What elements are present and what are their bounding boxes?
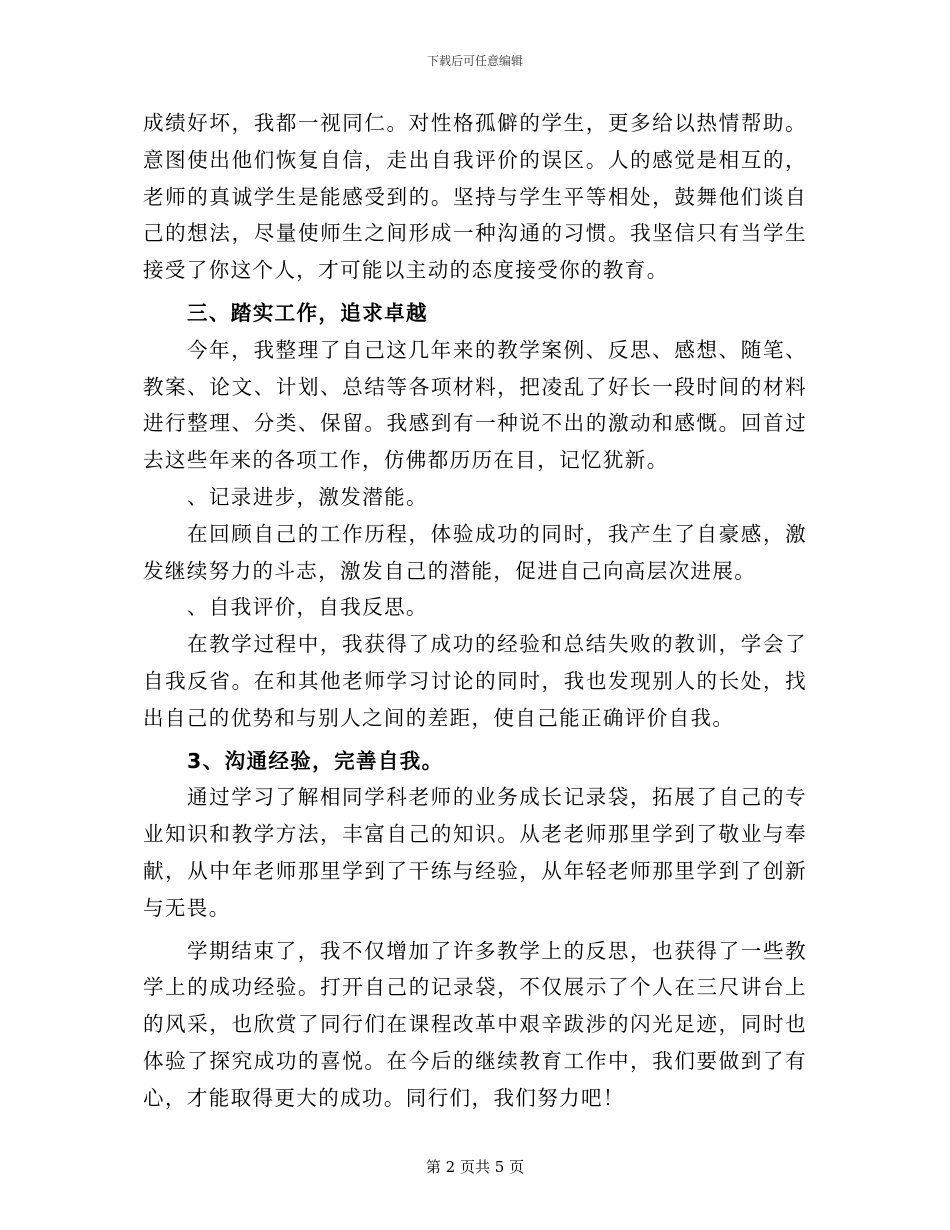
section-heading-3: 三、踏实工作，追求卓越: [187, 300, 428, 325]
paragraph-organize-materials: 今年，我整理了自己这几年来的教学案例、反思、感想、随笔、教案、论文、计划、总结等各项材料，把凌乱了好长一段时间的材料进行整理、分类、保留。我感到有一种说不出的激动和感慨。回首过去这些年来的各项工作，仿佛都历历在目，记忆犹新。: [143, 337, 807, 473]
subsection-heading-3: 3、沟通经验，完善自我。: [187, 748, 444, 773]
paragraph-learn-from-colleagues: 通过学习了解相同学科老师的业务成长记录袋，拓展了自己的专业知识和教学方法，丰富自己的知识。从老老师那里学到了敬业与奉献，从中年老师那里学到了干练与经验，从年轻老师那里学到了创新与无畏。: [143, 785, 807, 920]
paragraph-conclusion: 学期结束了，我不仅增加了许多教学上的反思，也获得了一些教学上的成功经验。打开自己的记录袋，不仅展示了个人在三尺讲台上的风采，也欣赏了同行们在课程改革中艰辛跋涉的闪光足迹，同时也体验了探究成功的喜悦。在今后的继续教育工作中，我们要做到了有心，才能取得更大的成功。同行们，我们努力吧！: [143, 938, 807, 1110]
paragraph-review-career: 在回顾自己的工作历程，体验成功的同时，我产生了自豪感，激发继续努力的斗志，激发自己的潜能，促进自己向高层次进展。: [143, 521, 807, 583]
page-header: 下载后可任意编辑: [426, 54, 523, 68]
document-body: [143, 105, 807, 1117]
paragraph-teaching-process: 在教学过程中，我获得了成功的经验和总结失败的教训，学会了自我反省。在和其他老师学习讨论的同时，我也发现别人的长处，找出自己的优势和与别人之间的差距，使自己能正确评价自我。: [143, 632, 807, 730]
subheading-record-progress: 、记录进步，激发潜能。: [187, 484, 428, 509]
paragraph-continued: 成绩好坏，我都一视同仁。对性格孤僻的学生，更多给以热情帮助。意图使出他们恢复自信，走出自我评价的误区。人的感觉是相互的，老师的真诚学生是能感受到的。坚持与学生平等相处，鼓舞他们谈自己的想法，尽量使师生之间形成一种沟通的习惯。我坚信只有当学生接受了你这个人，才可能以主动的态度接受你的教育。: [143, 111, 807, 283]
page-footer: 第 2 页共 5 页: [425, 1158, 525, 1176]
subheading-self-evaluation: 、自我评价，自我反思。: [187, 595, 428, 620]
